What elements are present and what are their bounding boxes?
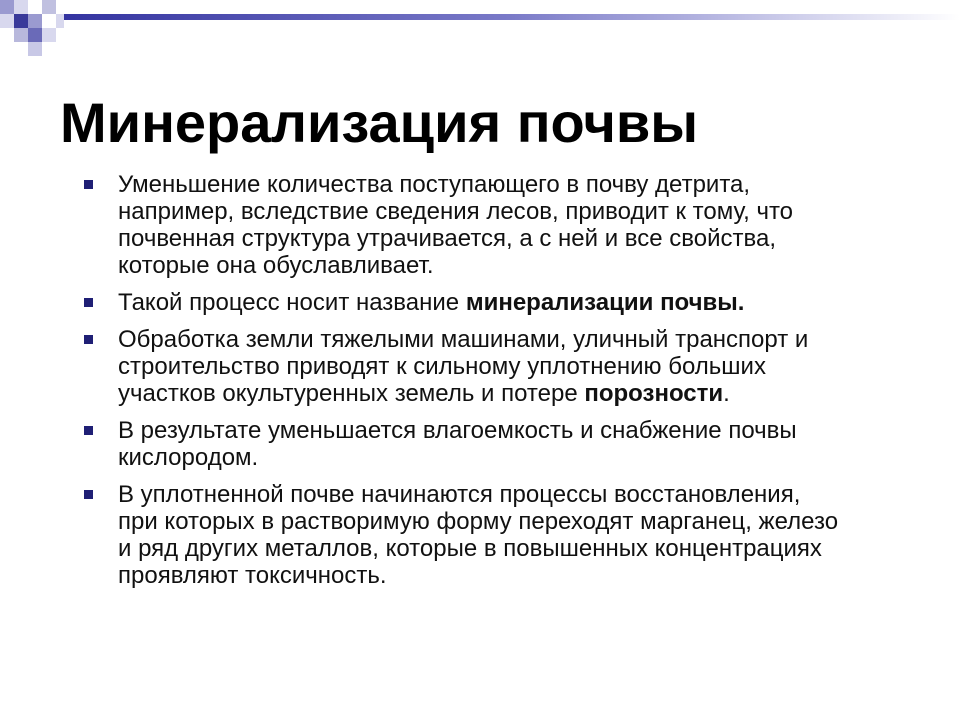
bullet-line: строительство приводят к сильному уплотнению больших <box>118 353 766 380</box>
header-square <box>0 14 14 28</box>
header-square <box>14 14 28 28</box>
header-square <box>56 14 64 28</box>
slide-title: Минерализация почвы <box>60 91 699 154</box>
header-square <box>42 0 56 14</box>
header-square <box>14 0 28 14</box>
square-bullet-icon <box>84 180 93 189</box>
bullet-list <box>80 171 930 599</box>
bullet-line: кислородом. <box>118 444 259 471</box>
bullet-line: Обработка земли тяжелыми машинами, уличный транспорт и <box>118 326 809 353</box>
bullet-item <box>80 481 930 589</box>
bullet-tail: . <box>723 380 730 407</box>
bullet-line: проявляют токсичность. <box>118 562 387 589</box>
header-square <box>0 0 14 14</box>
bullet-bold-term: порозности <box>584 380 724 407</box>
header-square <box>14 28 28 42</box>
bullet-line: и ряд других металлов, которые в повышенных концентрациях <box>118 535 822 562</box>
bullet-line: участков окультуренных земель и потере <box>118 380 585 407</box>
bullet-line: В результате уменьшается влагоемкость и снабжение почвы <box>118 417 797 444</box>
bullet-line: почвенная структура утрачивается, а с ней и все свойства, <box>118 225 777 252</box>
square-bullet-icon <box>84 426 93 435</box>
bullet-line: при которых в растворимую форму переходят марганец, железо <box>118 508 839 535</box>
header-gradient-bar <box>60 14 960 20</box>
square-bullet-icon <box>84 298 93 307</box>
bullet-item <box>80 289 930 316</box>
bullet-item <box>80 417 930 471</box>
header-square <box>28 42 42 56</box>
decorative-header-pattern <box>0 0 960 60</box>
bullet-line: В уплотненной почве начинаются процессы восстановления, <box>118 481 801 508</box>
bullet-line: которые она обуславливает. <box>118 252 434 279</box>
square-bullet-icon <box>84 490 93 499</box>
bullet-line: например, вследствие сведения лесов, приводит к тому, что <box>118 198 794 225</box>
bullet-line: Уменьшение количества поступающего в почву детрита, <box>118 171 751 198</box>
square-bullet-icon <box>84 335 93 344</box>
bullet-item <box>80 326 930 407</box>
header-square <box>42 28 56 42</box>
bullet-bold-term: минерализации почвы. <box>465 289 745 316</box>
header-square <box>28 28 42 42</box>
header-square <box>28 14 42 28</box>
bullet-item <box>80 171 930 279</box>
bullet-text: Такой процесс носит название <box>118 289 466 316</box>
